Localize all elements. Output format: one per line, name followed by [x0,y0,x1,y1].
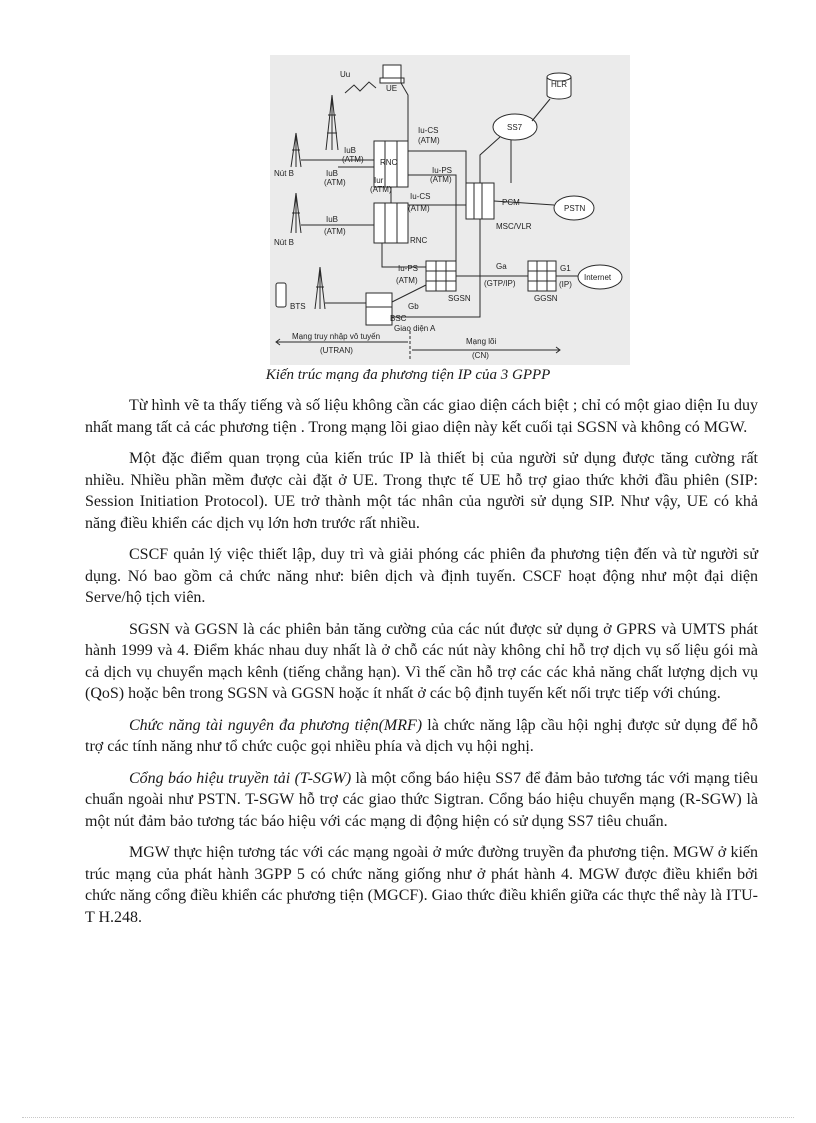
bsc-label: BSC [390,314,407,323]
ue-label: UE [386,84,398,93]
iu-ps-label: Iu-PS [398,264,419,273]
internet-label: Internet [584,273,612,282]
network-architecture-diagram [270,55,630,365]
body-text [85,395,758,938]
paragraph: MGW thực hiện tương tác với các mạng ngoài ở mức đường truyền đa phương tiện. MGW ở kiến trúc mạng của phát hành 3GPP 5 có chức năng giống như ở phát hành 4. MGW được điều khiển bởi chức năng cổng điều khiển các phương tiện (MGCF). Giao thức điều khiển giữa các thực thể này là ITU-T H.248. [85,844,758,926]
msc-vlr-box [466,183,494,219]
cn-label: (CN) [472,351,489,360]
pcm-label: PCM [502,198,520,207]
iub-label: IuB [326,169,339,178]
ue-terminal-icon [383,65,401,78]
nut-b-label: Nút B [274,169,295,178]
atm-label: (ATM) [370,185,392,194]
figure-caption: Kiến trúc mạng đa phương tiện IP của 3 GPPP [265,367,551,383]
iu-ps-label: Iu-PS [432,166,453,175]
atm-label: (ATM) [324,227,346,236]
paragraph: Từ hình vẽ ta thấy tiếng và số liệu không cần các giao diện cách biệt ; chỉ có một giao diện Iu duy nhất mang tất cả các phương tiện . Trong mạng lõi giao diện này kết cuối tại SGSN và không có MGW. [85,397,758,436]
atm-label: (ATM) [342,155,364,164]
ip-label: (IP) [559,280,572,289]
iu-cs-top-label: Iu-CS [418,126,439,135]
radio-tower-icon [326,95,338,150]
rnc-box [374,203,408,243]
ggsn-label: GGSN [534,294,558,303]
pstn-label: PSTN [564,204,586,213]
sgsn-box [426,261,456,291]
bts-label: BTS [290,302,306,311]
gi-label: G1 [560,264,571,273]
term-italic: Cổng báo hiệu truyền tải (T-SGW) [129,769,352,787]
diagram-svg [270,55,630,365]
hlr-label: HLR [551,80,568,89]
ggsn-box [528,261,556,291]
nut-b-label: Nút B [274,238,295,247]
paragraph: Một đặc điểm quan trọng của kiến trúc IP là thiết bị của người sử dụng được tăng cường rất nhiều. Nhiều phần mềm được cài đặt ở UE. Trong thực tế UE hỗ trợ giao thức khởi đầu phiên (SIP: Session Initiation Protocol). UE trở thành một tác nhân của người sử dụng SIP. Như vậy, UE có khả năng điều khiển các dịch vụ lớn hơn trước rất nhiều. [85,450,758,532]
iu-cs-label: Iu-CS [410,192,431,201]
bsc-box [366,293,392,325]
term-italic: Chức năng tài nguyên đa phương tiện(MRF) [129,716,423,734]
rnc-label: RNC [380,158,398,167]
ss7-label: SS7 [507,123,523,132]
paragraph: Cổng báo hiệu truyền tải (T-SGW) là một cổng báo hiệu SS7 để đảm bảo tương tác với mạng tiêu chuẩn ngoài như PSTN. T-SGW hỗ trợ các giao thức Sigtran. Cổng báo hiệu chuyển mạng (R-SGW) là một nút đảm bảo tương tác báo hiệu với các mạng di động hiện có sử dụng SS7 tiêu chuẩn. [85,769,759,830]
rnc-label: RNC [410,236,428,245]
paragraph: SGSN và GGSN là các phiên bản tăng cường của các nút được sử dụng ở GPRS và UMTS phát hành 1999 và 4. Điểm khác nhau duy nhất là ở chỗ các nút này không chỉ hỗ trợ dịch vụ số liệu gói mà cả dịch vụ chuyển mạch kênh (tiếng chẳng hạn). Vì thế cần hỗ trợ các các khả năng chất lượng dịch vụ (QoS) hoặc bên trong SGSN và GGSN hoặc ít nhất ở các bộ định tuyến kết nối trực tiếp với chúng. [85,620,758,702]
sgsn-label: SGSN [448,294,471,303]
footer-divider [22,1117,794,1118]
atm-label: (ATM) [324,178,346,187]
ga-label: Ga [496,262,507,271]
atm-label: (ATM) [418,136,440,145]
atm-label: (ATM) [430,175,452,184]
utran-caption-label: Mạng truy nhập vô tuyến [292,332,381,341]
gb-label: Gb [408,302,419,311]
iub-label: IuB [344,146,357,155]
giao-dien-a-label: Giao diện A [394,324,436,333]
cn-caption-label: Mạng lõi [466,337,497,346]
handset-icon [276,283,286,307]
uu-label: Uu [340,70,351,79]
paragraph: CSCF quản lý việc thiết lập, duy trì và giải phóng các phiên đa phương tiện đến và từ người sử dụng. Nó bao gồm cả chức năng như: biên dịch và định tuyến. CSCF hoạt động như một đại diện Serve/hộ tịch viên. [85,546,758,606]
iur-label: Iur [374,176,384,185]
atm-label: (ATM) [396,276,418,285]
gtp-ip-label: (GTP/IP) [484,279,516,288]
utran-label: (UTRAN) [320,346,353,355]
atm-label: (ATM) [408,204,430,213]
iub-label: IuB [326,215,339,224]
paragraph: Chức năng tài nguyên đa phương tiện(MRF) là chức năng lập cầu hội nghị được sử dụng để hỗ trợ các tính năng như tổ chức cuộc gọi nhiều phía và dịch vụ hội nghị. [85,716,758,755]
msc-vlr-label: MSC/VLR [496,222,532,231]
